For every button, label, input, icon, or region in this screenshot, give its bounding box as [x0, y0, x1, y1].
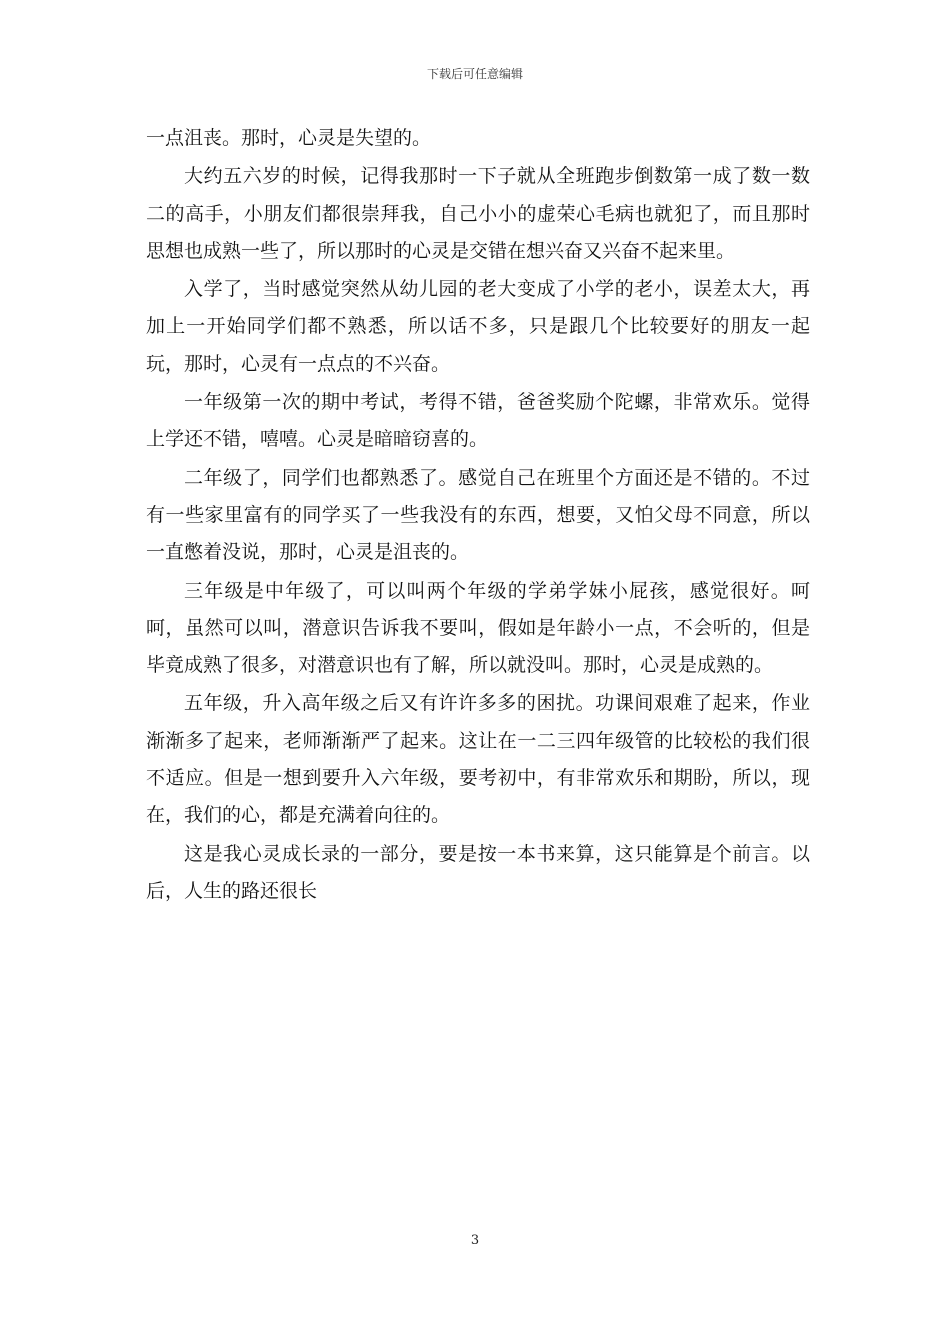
- paragraph: 二年级了，同学们也都熟悉了。感觉自己在班里个方面还是不错的。不过有一些家里富有的同学买了一些我没有的东西，想要，又怕父母不同意，所以一直憋着没说，那时，心灵是沮丧的。: [146, 466, 810, 564]
- paragraph: 这是我心灵成长录的一部分，要是按一本书来算，这只能算是个前言。以后，人生的路还很长: [146, 842, 810, 902]
- page-number: 3: [470, 1233, 480, 1248]
- document-body: [146, 120, 810, 911]
- paragraph: 一年级第一次的期中考试，考得不错，爸爸奖励个陀螺，非常欢乐。觉得上学还不错，嘻嘻。心灵是暗暗窃喜的。: [146, 391, 810, 451]
- paragraph: 三年级是中年级了，可以叫两个年级的学弟学妹小屁孩，感觉很好。呵呵，虽然可以叫，潜意识告诉我不要叫，假如是年龄小一点，不会听的，但是毕竟成熟了很多，对潜意识也有了解，所以就没叫。那时，心灵是成熟的。: [146, 579, 810, 677]
- paragraph: 大约五六岁的时候，记得我那时一下子就从全班跑步倒数第一成了数一数二的高手，小朋友们都很崇拜我，自己小小的虚荣心毛病也就犯了，而且那时思想也成熟一些了，所以那时的心灵是交错在想兴奋又兴奋不起来里。: [146, 165, 810, 262]
- paragraph: 五年级，升入高年级之后又有许许多多的困扰。功课间艰难了起来，作业渐渐多了起来，老师渐渐严了起来。这让在一二三四年级管的比较松的我们很不适应。但是一想到要升入六年级，要考初中，有非常欢乐和期盼，所以，现在，我们的心，都是充满着向往的。: [146, 692, 810, 827]
- paragraph: 入学了，当时感觉突然从幼儿园的老大变成了小学的老小，误差太大，再加上一开始同学们都不熟悉，所以话不多，只是跟几个比较要好的朋友一起玩，那时，心灵有一点点的不兴奋。: [146, 278, 810, 375]
- paragraph: 一点沮丧。那时，心灵是失望的。: [146, 127, 432, 149]
- page-header: 下载后可任意编辑: [426, 67, 523, 81]
